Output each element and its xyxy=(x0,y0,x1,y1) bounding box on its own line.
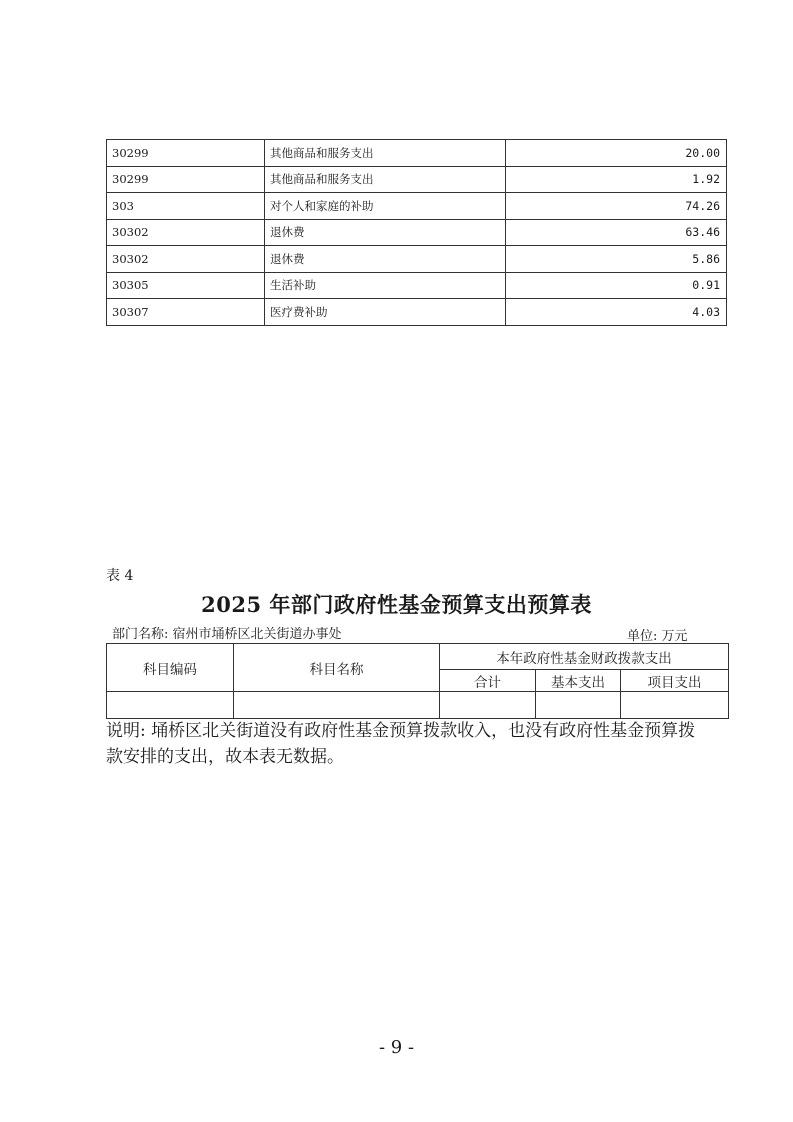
table-row xyxy=(107,246,727,273)
row-name: 其他商品和服务支出 xyxy=(265,166,506,193)
header-project: 项目支出 xyxy=(621,670,729,692)
row-name: 对个人和家庭的补助 xyxy=(265,193,506,220)
empty-cell xyxy=(107,692,234,719)
row-code: 30305 xyxy=(107,272,265,299)
table-row xyxy=(107,219,727,246)
row-amount: 0.91 xyxy=(506,272,727,299)
row-code: 30299 xyxy=(107,140,265,167)
row-name: 退休费 xyxy=(265,219,506,246)
header-code: 科目编码 xyxy=(107,644,234,692)
row-code: 303 xyxy=(107,193,265,220)
row-name: 医疗费补助 xyxy=(265,299,506,326)
page-number: - 9 - xyxy=(378,1037,415,1058)
header-name: 科目名称 xyxy=(234,644,440,692)
row-code: 30302 xyxy=(107,246,265,273)
row-amount: 5.86 xyxy=(506,246,727,273)
department-name: 部门名称: 宿州市埇桥区北关街道办事处 xyxy=(112,627,342,642)
row-amount: 74.26 xyxy=(506,193,727,220)
fund-budget-table xyxy=(106,643,729,719)
table-row xyxy=(107,272,727,299)
row-code: 30302 xyxy=(107,219,265,246)
unit-label: 单位: 万元 xyxy=(627,629,688,644)
page-title: 2025 年部门政府性基金预算支出预算表 xyxy=(201,592,592,617)
header-group: 本年政府性基金财政拨款支出 xyxy=(440,644,729,670)
row-name: 生活补助 xyxy=(265,272,506,299)
empty-cell xyxy=(621,692,729,719)
row-amount: 20.00 xyxy=(506,140,727,167)
row-name: 其他商品和服务支出 xyxy=(265,140,506,167)
empty-cell xyxy=(234,692,440,719)
empty-cell xyxy=(440,692,536,719)
table-note: 说明: 埇桥区北关街道没有政府性基金预算拨款收入，也没有政府性基金预算拨款安排的支出，故本表无数据。 xyxy=(106,721,696,767)
row-amount: 63.46 xyxy=(506,219,727,246)
row-code: 30299 xyxy=(107,166,265,193)
table-row xyxy=(107,166,727,193)
budget-table-continued xyxy=(106,139,727,326)
row-code: 30307 xyxy=(107,299,265,326)
table-row xyxy=(107,140,727,167)
row-amount: 4.03 xyxy=(506,299,727,326)
header-total: 合计 xyxy=(440,670,536,692)
header-basic: 基本支出 xyxy=(536,670,621,692)
table-row xyxy=(107,299,727,326)
row-amount: 1.92 xyxy=(506,166,727,193)
empty-cell xyxy=(536,692,621,719)
row-name: 退休费 xyxy=(265,246,506,273)
table-label: 表 4 xyxy=(106,568,134,584)
table-row xyxy=(107,193,727,220)
